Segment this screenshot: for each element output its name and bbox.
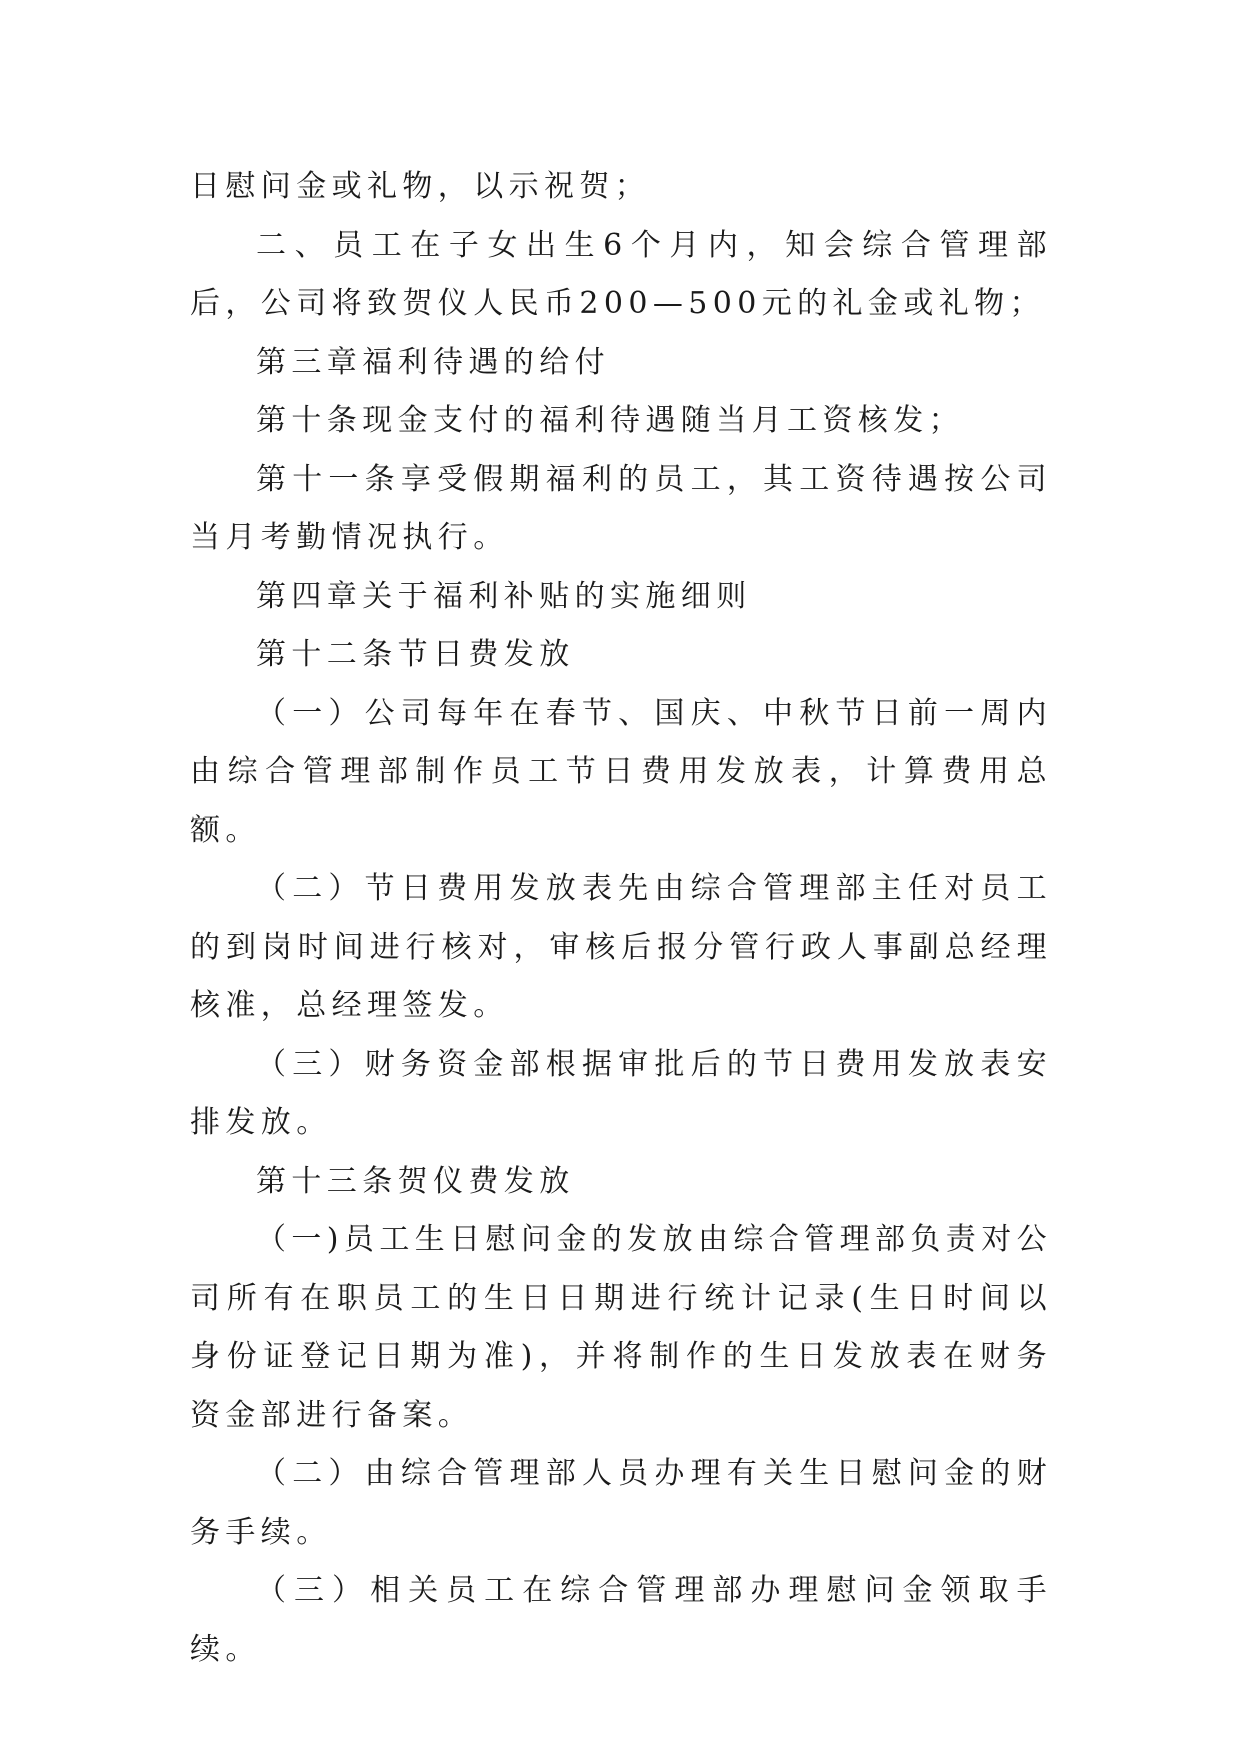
- article-12-item-1: （一）公司每年在春节、国庆、中秋节日前一周内由综合管理部制作员工节日费用发放表，计算费用总额。: [190, 695, 1052, 848]
- article-11: 第十一条享受假期福利的员工，其工资待遇按公司当月考勤情况执行。: [190, 461, 1052, 555]
- article-12-item-2: （二）节日费用发放表先由综合管理部主任对员工的到岗时间进行核对，审核后报分管行政人事副总经理核准，总经理签发。: [190, 871, 1052, 1023]
- chapter-3-heading: 第三章福利待遇的给付: [256, 344, 610, 380]
- article-10: 第十条现金支付的福利待遇随当月工资核发；: [256, 403, 964, 438]
- article-12-heading: 第十二条节日费发放: [256, 637, 575, 672]
- article-13-item-1: （一)员工生日慰问金的发放由综合管理部负责对公司所有在职员工的生日日期进行统计记录(生日时间以身份证登记日期为准)，并将制作的生日发放表在财务资金部进行备案。: [190, 1222, 1052, 1433]
- article-12-item-3: （三）财务资金部根据审批后的节日费用发放表安排发放。: [190, 1046, 1052, 1140]
- paragraph-2: 二、员工在子女出生6个月内，知会综合管理部后，公司将致贺仪人民币200—500元的礼金或礼物；: [190, 227, 1052, 321]
- article-13-heading: 第十三条贺仪费发放: [256, 1163, 575, 1199]
- article-13-item-3: （三）相关员工在综合管理部办理慰问金领取手续。: [190, 1573, 1052, 1667]
- chapter-4-heading: 第四章关于福利补贴的实施细则: [256, 578, 752, 614]
- document-body: [190, 158, 1052, 1679]
- paragraph-1: 日慰问金或礼物，以示祝贺；: [190, 169, 651, 204]
- article-13-item-2: （二）由综合管理部人员办理有关生日慰问金的财务手续。: [190, 1456, 1052, 1550]
